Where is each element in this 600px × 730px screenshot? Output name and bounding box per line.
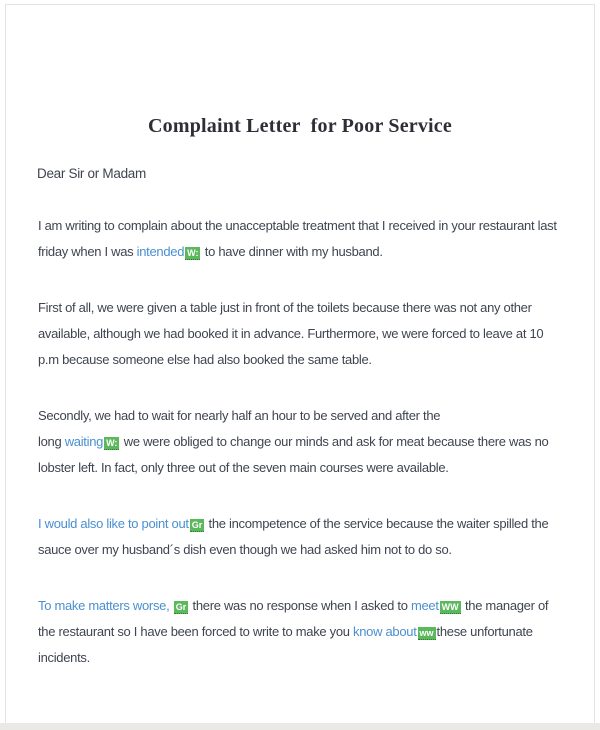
correction-badge[interactable]: Gr bbox=[175, 602, 187, 612]
page-bottom-strip bbox=[0, 723, 600, 730]
text-run: to have dinner with my husband. bbox=[201, 244, 383, 259]
text-run: First of all, we were given a table just in front of the toilets because there was not any other available, although we had booked it in advance. Furthermore, we were forced to leave at 10 p.m because someone else had also booked the same table. bbox=[38, 300, 544, 367]
correction-badge[interactable]: WW bbox=[441, 602, 459, 612]
text-run: long bbox=[38, 434, 65, 449]
text-run: there was no response when I asked to bbox=[189, 598, 411, 613]
text-run: the incompetence of the service because the waiter spilled the sauce over my husband´s dish even though we had asked him not to do so. bbox=[38, 516, 549, 557]
paragraph bbox=[38, 295, 560, 373]
correction-badge[interactable]: W: bbox=[187, 248, 199, 258]
correction-link[interactable]: I would also like to point out bbox=[38, 516, 189, 531]
text-run: we were obliged to change our minds and ask for meat because there was no lobster left. In fact, only three out of the seven main courses were available. bbox=[38, 434, 549, 475]
text-run: Secondly, we had to wait for nearly half an hour to be served and after the bbox=[38, 408, 441, 423]
correction-link[interactable]: To make matters worse, bbox=[38, 598, 173, 613]
text-run: these unfortunate incidents. bbox=[38, 624, 533, 665]
letter-title: Complaint Letter for Poor Service bbox=[148, 115, 452, 138]
salutation: Dear Sir or Madam bbox=[37, 166, 146, 181]
correction-badge[interactable]: Gr bbox=[191, 520, 203, 530]
correction-link[interactable]: intended bbox=[136, 244, 185, 259]
text-run: I am writing to complain about the unacceptable treatment that I received in your restaurant last friday when I was bbox=[38, 218, 557, 259]
paragraph bbox=[38, 511, 560, 563]
letter-body bbox=[38, 213, 560, 701]
paragraph bbox=[38, 593, 560, 671]
correction-badge[interactable]: ww bbox=[419, 628, 434, 638]
correction-link[interactable]: know about bbox=[353, 624, 417, 639]
correction-link[interactable]: meet bbox=[410, 598, 439, 613]
text-run: the manager of the restaurant so I have been forced to write to make you bbox=[38, 598, 549, 639]
correction-link[interactable]: waiting bbox=[64, 434, 104, 449]
paragraph bbox=[38, 213, 560, 265]
correction-badge[interactable]: W: bbox=[106, 438, 118, 448]
paragraph bbox=[38, 403, 560, 481]
